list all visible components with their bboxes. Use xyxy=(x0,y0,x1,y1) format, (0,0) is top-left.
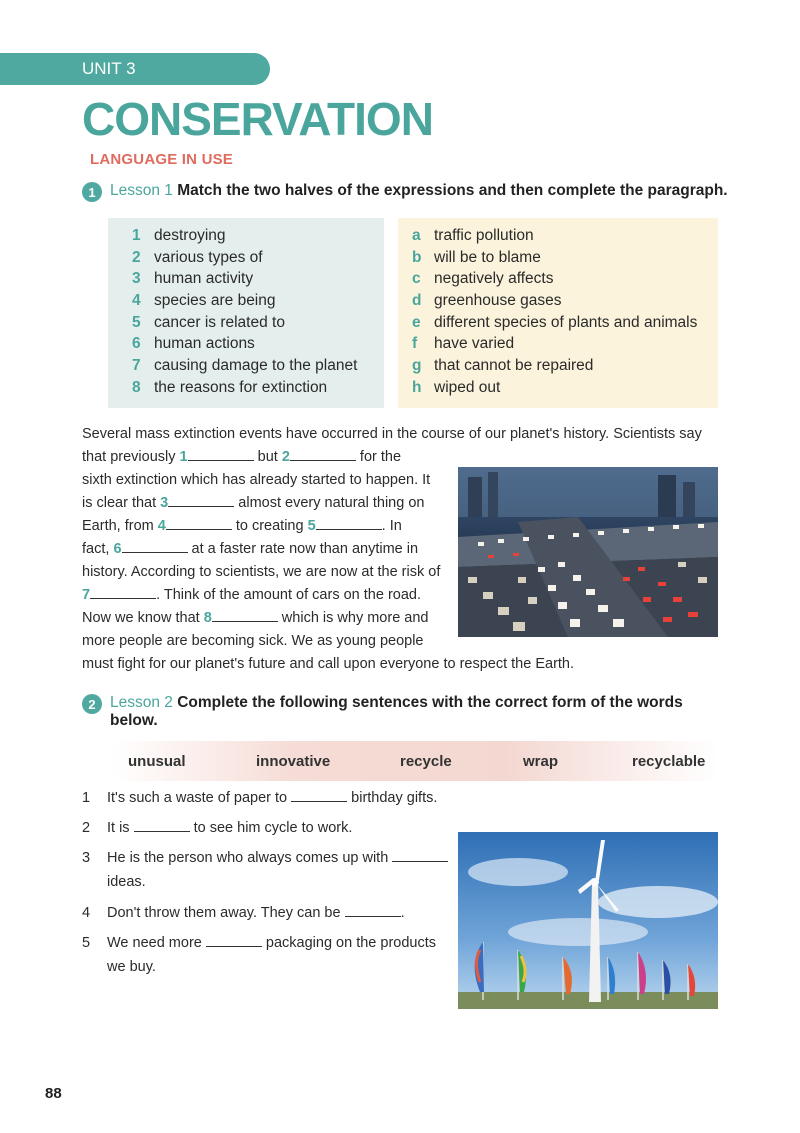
paragraph-line: Several mass extinction events have occurred in the course of our planet's history. Scientists say xyxy=(82,426,702,442)
blank-field[interactable] xyxy=(290,446,356,461)
lesson-label: Lesson 2 xyxy=(110,694,173,711)
sentence-item: 5 We need more packaging on the products we buy. xyxy=(82,931,436,979)
blank-field[interactable] xyxy=(166,515,232,530)
match-option: g that cannot be repaired xyxy=(412,356,594,374)
paragraph-line: must fight for our planet's future and call upon everyone to respect the Earth. xyxy=(82,656,575,672)
blank-field[interactable] xyxy=(90,584,156,599)
match-option: a traffic pollution xyxy=(412,226,534,244)
paragraph-line: Earth, from 4 to creating 5 . In xyxy=(82,515,402,538)
word-bank-item: innovative xyxy=(256,752,331,770)
word-bank-item: recyclable xyxy=(632,752,706,770)
lesson-label: Lesson 1 xyxy=(110,182,173,199)
unit-title: CONSERVATION xyxy=(82,93,433,145)
paragraph-line: history. According to scientists, we are now at the risk of xyxy=(82,564,441,580)
word-bank-item: unusual xyxy=(128,752,186,770)
exercise-1-header xyxy=(82,182,728,202)
paragraph-line: Now we know that 8 which is why more and xyxy=(82,607,428,630)
blank-field[interactable] xyxy=(206,932,262,947)
paragraph-line: is clear that 3 almost every natural thing on xyxy=(82,492,424,515)
word-bank-item: wrap xyxy=(523,752,559,770)
paragraph-line: that previously 1 but 2 for the xyxy=(82,446,401,469)
blank-field[interactable] xyxy=(188,446,254,461)
blank-field[interactable] xyxy=(316,515,382,530)
match-option: h wiped out xyxy=(412,378,501,396)
exercise-2-header xyxy=(82,694,683,730)
wind-turbine-photo xyxy=(458,832,718,1009)
blank-field[interactable] xyxy=(345,902,401,917)
match-item: 5 cancer is related to xyxy=(132,313,285,331)
exercise-instruction-cont: below. xyxy=(110,712,158,729)
match-item: 3 human activity xyxy=(132,270,254,288)
exercise-instruction: Complete the following sentences with the correct form of the words xyxy=(177,694,683,711)
unit-tab: UNIT 3 xyxy=(0,53,270,85)
match-item: 7 causing damage to the planet xyxy=(132,356,358,374)
section-label: LANGUAGE IN USE xyxy=(90,151,234,168)
match-item: 6 human actions xyxy=(132,335,255,353)
match-item: 8 the reasons for extinction xyxy=(132,378,328,396)
exercise-number-badge: 2 xyxy=(82,694,102,714)
match-right-column xyxy=(398,218,718,408)
sentence-item: 3 He is the person who always comes up with ideas. xyxy=(82,846,448,894)
match-item: 1 destroying xyxy=(132,226,226,244)
match-option: d greenhouse gases xyxy=(412,291,562,309)
match-option: e different species of plants and animals xyxy=(412,313,698,331)
word-bank-item: recycle xyxy=(400,752,452,770)
blank-field[interactable] xyxy=(168,492,234,507)
paragraph-line: sixth extinction which has already started to happen. It xyxy=(82,472,431,488)
paragraph-line: fact, 6 at a faster rate now than anytime in xyxy=(82,538,418,561)
blank-field[interactable] xyxy=(212,607,278,622)
match-item: 4 species are being xyxy=(132,291,276,309)
exercise-number-badge: 1 xyxy=(82,182,102,202)
sentence-item: 1 It's such a waste of paper to birthday gifts. xyxy=(82,786,437,810)
match-option: f have varied xyxy=(412,335,515,353)
traffic-photo xyxy=(458,467,718,637)
match-left-column xyxy=(108,218,384,408)
sentence-item: 4 Don't throw them away. They can be . xyxy=(82,901,405,925)
blank-field[interactable] xyxy=(392,847,448,862)
blank-field[interactable] xyxy=(291,787,347,802)
paragraph-line: more people are becoming sick. We as young people xyxy=(82,633,424,649)
sentence-item: 2 It is to see him cycle to work. xyxy=(82,816,352,840)
match-option: c negatively affects xyxy=(412,270,554,288)
blank-field[interactable] xyxy=(134,817,190,832)
blank-field[interactable] xyxy=(122,538,188,553)
exercise-instruction: Match the two halves of the expressions and then complete the paragraph. xyxy=(177,182,728,199)
match-option: b will be to blame xyxy=(412,248,541,266)
word-bank xyxy=(112,741,718,781)
page-number: 88 xyxy=(45,1085,62,1102)
paragraph-line: 7 . Think of the amount of cars on the road. xyxy=(82,584,421,607)
match-item: 2 various types of xyxy=(132,248,263,266)
